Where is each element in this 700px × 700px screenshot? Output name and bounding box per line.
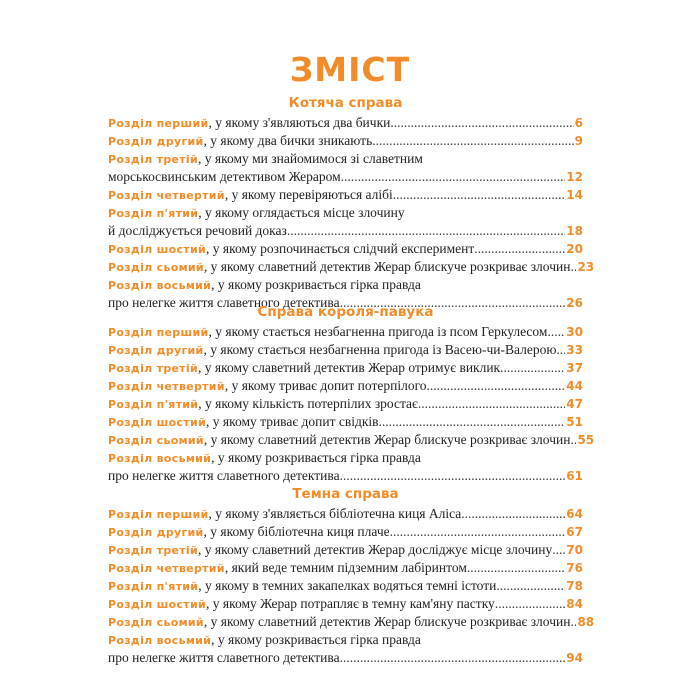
toc-entry — [108, 114, 583, 132]
chapter-label: Розділ сьомий — [108, 261, 204, 274]
chapter-description: , у якому триває допит потерпілого — [224, 378, 427, 393]
section-heading: Темна справа — [292, 486, 399, 502]
toc-entry — [108, 132, 583, 150]
chapter-description: , у якому стається незбагненна пригода із псом Геркулесом — [208, 324, 548, 339]
chapter-label: Розділ сьомий — [108, 616, 204, 629]
dot-leader — [500, 359, 565, 377]
toc-entry — [108, 613, 595, 631]
dot-leader — [474, 240, 565, 258]
dot-leader — [287, 222, 565, 240]
chapter-description: , у якому з'являються два бички — [208, 115, 391, 130]
chapter-description: , у якому перевіряються алібі — [224, 187, 393, 202]
chapter-description: , який веде темним підземним лабіринтом — [224, 560, 467, 575]
toc-entry — [108, 240, 583, 258]
chapter-label: Розділ третій — [108, 153, 199, 166]
chapter-label: Розділ перший — [108, 508, 209, 521]
chapter-label: Розділ сьомий — [108, 434, 204, 447]
page-number: 78 — [566, 579, 583, 593]
page-number: 6 — [574, 116, 583, 130]
page-number: 37 — [566, 361, 583, 375]
chapter-label: Розділ восьмий — [108, 452, 212, 465]
page-number: 9 — [574, 134, 583, 148]
toc-entry — [108, 150, 583, 168]
chapter-description: , у якому в темних закапелках водяться темні істоти — [198, 578, 497, 593]
chapter-label: Розділ другий — [108, 135, 204, 148]
toc-entry-continuation — [108, 168, 583, 186]
chapter-description: , у якому розпочинається слідчий експеримент — [206, 241, 475, 256]
dot-leader — [552, 541, 565, 559]
dot-leader — [496, 577, 565, 595]
chapter-description: , у якому кількість потерпілих зростає — [198, 396, 418, 411]
toc-section — [108, 483, 595, 667]
toc-entry — [108, 377, 583, 395]
chapter-label: Розділ восьмий — [108, 279, 212, 292]
chapter-description: , у якому триває допит свідків — [206, 414, 379, 429]
dot-leader — [495, 595, 565, 613]
toc-entry — [108, 204, 583, 222]
section-heading: Котяча справа — [288, 95, 403, 111]
dot-leader — [556, 341, 565, 359]
chapter-label: Розділ восьмий — [108, 634, 212, 647]
toc-entry — [108, 523, 583, 541]
chapter-label: Розділ шостий — [108, 598, 207, 611]
section-heading: Справа короля-павука — [257, 304, 434, 320]
chapter-description: , у якому з'являється бібліотечна киця Аліса — [208, 506, 462, 521]
dot-leader — [340, 649, 566, 667]
chapter-description-continued: й досліджується речовий доказ — [108, 223, 287, 238]
chapter-label: Розділ п'ятий — [108, 398, 199, 411]
toc-entry — [108, 341, 583, 359]
chapter-label: Розділ п'ятий — [108, 580, 199, 593]
toc-section — [108, 301, 595, 485]
page-number: 14 — [566, 188, 583, 202]
toc-entry — [108, 505, 583, 523]
toc-entry-continuation — [108, 649, 583, 667]
page-number: 33 — [566, 343, 583, 357]
toc-section — [108, 92, 595, 312]
page-title: ЗМІСТ — [289, 50, 411, 89]
page-number: 18 — [566, 224, 583, 238]
page-number: 55 — [577, 433, 595, 447]
chapter-label: Розділ третій — [108, 544, 199, 557]
chapter-label: Розділ четвертий — [108, 380, 225, 393]
chapter-label: Розділ третій — [108, 362, 199, 375]
toc-entry — [108, 631, 583, 649]
dot-leader — [341, 168, 566, 186]
dot-leader — [393, 186, 566, 204]
dot-leader — [390, 523, 566, 541]
chapter-description: , у якому стається незбагненна пригода із Васею-чи-Валерою — [203, 342, 557, 357]
page-number: 12 — [566, 170, 583, 184]
toc-entry — [108, 359, 583, 377]
chapter-label: Розділ четвертий — [108, 562, 225, 575]
toc-entry — [108, 559, 583, 577]
dot-leader — [390, 114, 573, 132]
toc-entry — [108, 276, 583, 294]
page-number: 51 — [566, 415, 583, 429]
page-number: 47 — [566, 397, 583, 411]
page-number: 67 — [566, 525, 583, 539]
chapter-label: Розділ перший — [108, 326, 209, 339]
chapter-label: Розділ другий — [108, 344, 204, 357]
chapter-description: , у якому розкривається гірка правда — [211, 450, 421, 465]
chapter-description-continued: про нелегке життя славетного детектива — [108, 295, 340, 310]
page-number: 76 — [566, 561, 583, 575]
chapter-description: , у якому славетний детектив Жерар отримує виклик — [198, 360, 501, 375]
chapter-description-continued: морськосвинським детективом Жераром — [108, 169, 341, 184]
page-number: 84 — [566, 597, 583, 611]
chapter-description: , у якому розкривається гірка правда — [211, 277, 421, 292]
dot-leader — [461, 505, 565, 523]
dot-leader — [427, 377, 566, 395]
page-number: 70 — [566, 543, 583, 557]
page-number: 88 — [577, 615, 595, 629]
toc-entry — [108, 395, 583, 413]
chapter-description-continued: про нелегке життя славетного детектива — [108, 468, 340, 483]
chapter-label: Розділ шостий — [108, 243, 207, 256]
toc-entry — [108, 431, 595, 449]
page-number: 44 — [566, 379, 583, 393]
dot-leader — [372, 132, 573, 150]
chapter-label: Розділ п'ятий — [108, 207, 199, 220]
toc-entry — [108, 595, 583, 613]
toc-entry — [108, 186, 583, 204]
dot-leader — [467, 559, 565, 577]
page-number: 26 — [566, 296, 583, 310]
toc-entry — [108, 258, 595, 276]
chapter-label: Розділ перший — [108, 117, 209, 130]
page-number: 61 — [566, 469, 583, 483]
page-number: 64 — [566, 507, 583, 521]
chapter-description: , у якому Жерар потрапляє в темну кам'яну пастку — [206, 596, 495, 611]
toc-entry — [108, 413, 583, 431]
chapter-description: , у якому славетний детектив Жерар блискуче розкриває злочин — [203, 614, 571, 629]
chapter-label: Розділ шостий — [108, 416, 207, 429]
page-number: 30 — [566, 325, 583, 339]
page-number: 20 — [566, 242, 583, 256]
toc-entry — [108, 541, 583, 559]
chapter-description: , у якому славетний детектив Жерар блискуче розкриває злочин — [203, 432, 571, 447]
toc-entry — [108, 577, 583, 595]
chapter-description: , у якому ми знайомимося зі славетним — [198, 151, 423, 166]
toc-entry — [108, 323, 583, 341]
page-number: 94 — [566, 651, 583, 665]
chapter-description: , у якому оглядається місце злочину — [198, 205, 405, 220]
dot-leader — [379, 413, 566, 431]
chapter-description: , у якому розкривається гірка правда — [211, 632, 421, 647]
dot-leader — [418, 395, 565, 413]
chapter-description: , у якому славетний детектив Жерар досліджує місце злочину — [198, 542, 553, 557]
chapter-description: , у якому два бички зникають — [203, 133, 373, 148]
chapter-label: Розділ другий — [108, 526, 204, 539]
chapter-description-continued: про нелегке життя славетного детектива — [108, 650, 340, 665]
chapter-description: , у якому славетний детектив Жерар блискуче розкриває злочин — [203, 259, 571, 274]
toc-entry-continuation — [108, 222, 583, 240]
page-number: 23 — [577, 260, 595, 274]
chapter-description: , у якому бібліотечна киця плаче — [203, 524, 390, 539]
dot-leader — [547, 323, 565, 341]
chapter-label: Розділ четвертий — [108, 189, 225, 202]
toc-entry — [108, 449, 583, 467]
